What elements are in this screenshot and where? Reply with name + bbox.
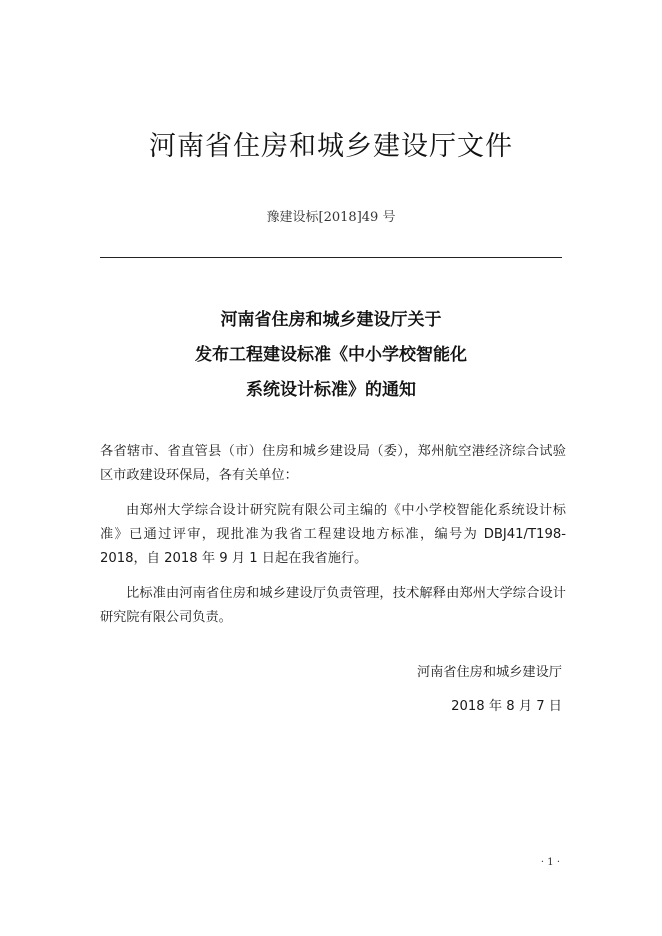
- notice-body: [100, 440, 566, 641]
- header-divider: [100, 257, 562, 258]
- page-number: · 1 ·: [540, 857, 560, 868]
- notice-title-line-3: 系统设计标准》的通知: [246, 380, 416, 400]
- issuer-signature: 河南省住房和城乡建设厅: [416, 665, 562, 680]
- document-header-title: 河南省住房和城乡建设厅文件: [149, 131, 513, 162]
- notice-title-line-2: 发布工程建设标准《中小学校智能化: [195, 345, 467, 365]
- notice-title-line-1: 河南省住房和城乡建设厅关于: [220, 310, 442, 330]
- document-number: 豫建设标[2018]49 号: [266, 210, 396, 225]
- notice-title: [0, 303, 662, 408]
- issue-date: 2018 年 8 月 7 日: [451, 699, 562, 714]
- management-paragraph: 比标准由河南省住房和城乡建设厅负责管理，技术解释由郑州大学综合设计研究院有限公司负责。: [100, 586, 566, 625]
- approval-paragraph: 由郑州大学综合设计研究院有限公司主编的《中小学校智能化系统设计标准》已通过评审，现批准为我省工程建设地方标准，编号为 DBJ41/T198-2018，自 2018 年 9 月 1 日起在我省施行。: [100, 503, 566, 566]
- addressee-paragraph: 各省辖市、省直管县（市）住房和城乡建设局（委），郑州航空港经济综合试验区市政建设环保局，各有关单位：: [100, 444, 566, 483]
